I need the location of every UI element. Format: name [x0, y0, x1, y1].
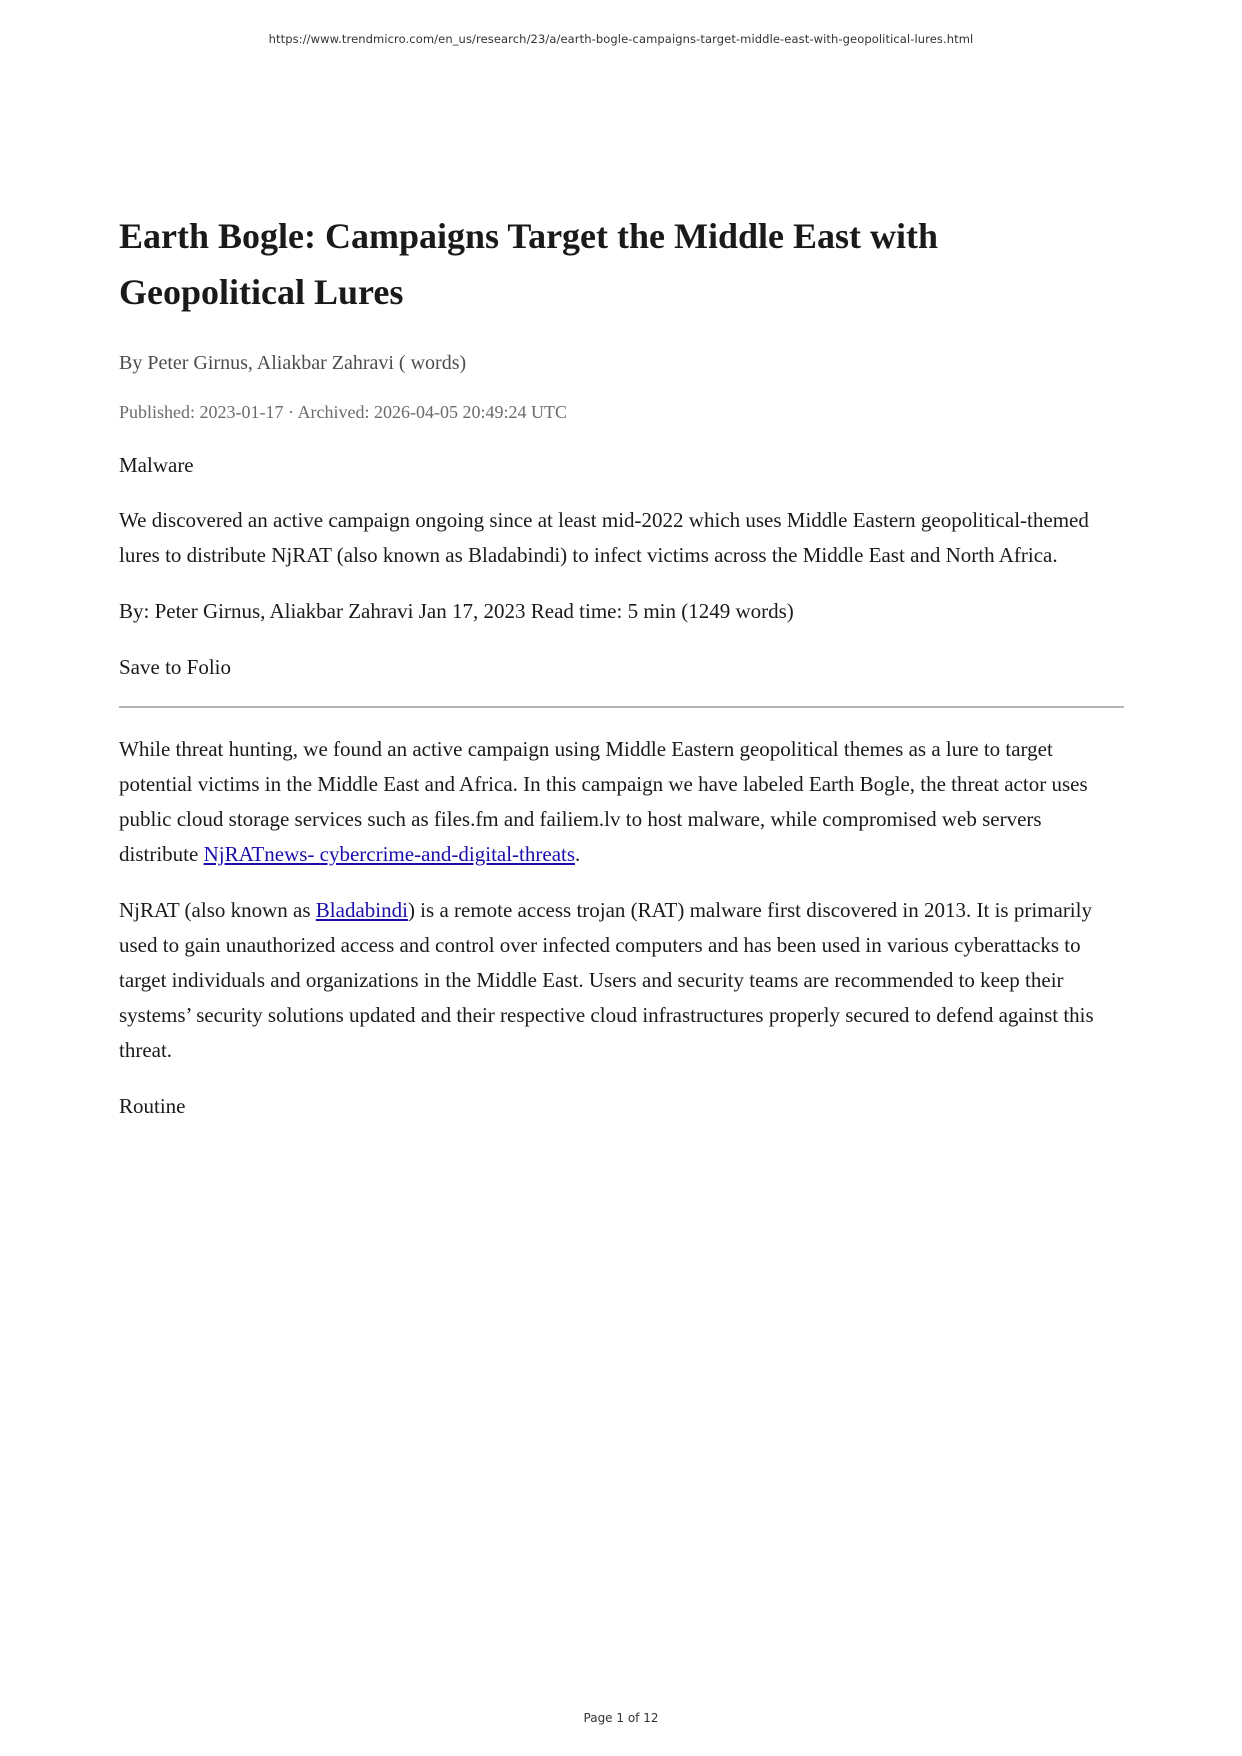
body-paragraph-1 — [119, 732, 1124, 872]
paragraph-text: ) is a remote access trojan (RAT) malware first discovered in 2013. It is primarily used to gain unauthorized access and control over infected computers and has been used in various cyberattacks to target individuals and organizations in the Middle East. Users and security teams are recommended to keep their systems’ security solutions updated and their respective cloud infrastructures properly secured to defend against this threat. — [119, 898, 1094, 1062]
article — [119, 208, 1124, 1145]
paragraph-text: While threat hunting, we found an active campaign using Middle Eastern geopolitical themes as a lure to target potential victims in the Middle East and Africa. In this campaign we have labeled Earth Bogle, the threat actor uses public cloud storage services such as files.fm and failiem.lv to host malware, while compromised web servers distribute — [119, 737, 1088, 866]
page-url: https://www.trendmicro.com/en_us/research/23/a/earth-bogle-campaigns-target-middle-east-with-geopolitical-lures.html — [268, 32, 974, 46]
page-number: Page 1 of 12 — [583, 1711, 659, 1725]
divider — [119, 706, 1124, 708]
section-heading-routine: Routine — [119, 1094, 186, 1118]
bladabindi-link[interactable]: Bladabindi — [315, 898, 408, 922]
njrat-news-link[interactable]: NjRATnews- cybercrime-and-digital-threats — [203, 842, 576, 866]
save-to-folio-button[interactable]: Save to Folio — [119, 655, 232, 679]
category-tag[interactable]: Malware — [119, 453, 194, 477]
article-title: Earth Bogle: Campaigns Target the Middle East with Geopolitical Lures — [119, 216, 939, 312]
publish-info: Published: 2023-01-17 · Archived: 2026-04-05 20:49:24 UTC — [119, 402, 567, 422]
article-meta: By: Peter Girnus, Aliakbar Zahravi Jan 17, 2023 Read time: 5 min (1249 words) — [119, 599, 794, 623]
article-summary: We discovered an active campaign ongoing since at least mid-2022 which uses Middle Eastern geopolitical-themed lures to distribute NjRAT (also known as Bladabindi) to infect victims across the Middle East and North Africa. — [119, 508, 1089, 567]
body-paragraph-2 — [119, 893, 1124, 1068]
article-byline: By Peter Girnus, Aliakbar Zahravi ( words) — [119, 352, 467, 374]
paragraph-text-end: . — [575, 842, 581, 866]
paragraph-text-start: NjRAT (also known as — [119, 898, 316, 922]
